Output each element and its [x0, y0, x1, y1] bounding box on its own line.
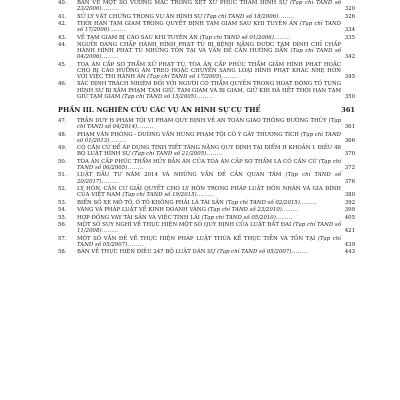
toc-entry-citation: (Tạp chí TAND số 11/2008): [77, 222, 341, 235]
toc-entry-number: 54.: [58, 207, 67, 214]
toc-leader-dots: ........: [221, 73, 239, 80]
toc-leader-dots: ........: [291, 249, 309, 256]
toc-entry-number: 44.: [58, 42, 67, 49]
toc-entry-citation: (Tạp chí TAND số 04/2014): [77, 118, 341, 131]
toc-entry-title: BÀN VỀ MỘT SỐ VƯỚNG MẮC TRONG XÉT XỬ PHÚC THẨM HÌNH SỰ: [77, 0, 288, 6]
toc-entry: [58, 200, 355, 207]
toc-entry-citation: (Tạp chí TAND số 18/2006): [204, 13, 279, 20]
toc-entry-title: CÓ CĂN CỨ ĐỂ ÁP DỤNG TÌNH TIẾT TĂNG NẶNG QUY ĐỊNH TẠI ĐIỂM H KHOẢN 1 ĐIỀU 48 BỘ LUẬT HÌNH SỰ: [77, 145, 341, 158]
part-title: PHẦN III. NGHIÊN CỨU CÁC VỤ ÁN HÌNH SỰ CỤ THỂ: [58, 106, 261, 115]
toc-entry-page: 361: [344, 124, 355, 131]
toc-entry-citation: (Tạp chí TAND số 17/2006): [77, 21, 341, 34]
toc-leader-dots: ........: [137, 124, 155, 131]
toc-entry: [58, 21, 355, 35]
toc-entry: [58, 81, 355, 101]
toc-entry: [58, 222, 355, 236]
toc-entry-number: 52.: [58, 186, 67, 193]
toc-entry: [58, 159, 355, 173]
toc-entry-page: 443: [344, 249, 355, 256]
toc-entry-body: [77, 21, 341, 33]
toc-entry-body: [77, 118, 341, 130]
toc-entry-number: 48.: [58, 131, 67, 138]
toc-entry-page: 370: [344, 151, 355, 158]
toc-entry-body: [77, 222, 341, 234]
toc-section-after: [58, 118, 355, 257]
toc-leader-dots: ........: [101, 6, 119, 13]
toc-leader-dots: ........: [299, 199, 317, 206]
toc-entry-page: 366: [344, 137, 355, 144]
toc-entry-body: [77, 0, 341, 12]
toc-entry: [58, 42, 355, 62]
toc-entry-title: VÀNG VÀ PHÁP LUẬT VỀ KINH DOANH VÀNG: [77, 207, 206, 214]
toc-entry: [58, 145, 355, 159]
toc-entry-number: 43.: [58, 34, 67, 41]
toc-entry-citation: (Tạp chí TAND số 15/2005): [121, 93, 197, 100]
toc-entry-title: TRẦN DUY H PHẠM TỘI VI PHẠM QUY ĐỊNH VỀ AN TOÀN GIAO THÔNG ĐƯỜNG THỦY: [77, 118, 327, 125]
toc-leader-dots: ........: [273, 34, 291, 41]
toc-entry-citation: (Tạp chí TAND số 20/2017): [77, 172, 342, 185]
toc-entry-citation: (Tạp chí TAND số 02/2015): [225, 199, 300, 206]
toc-entry-number: 42.: [58, 21, 67, 28]
toc-entry: [58, 132, 355, 146]
toc-entry-number: 55.: [58, 214, 67, 221]
toc-entry-number: 53.: [58, 199, 67, 206]
toc-entry-page: 350: [344, 93, 355, 100]
toc-entry-page: 380: [344, 192, 355, 199]
toc-entry-page: 334: [344, 27, 355, 34]
toc-leader-dots: ........: [196, 192, 214, 199]
toc-entry-title: XÁC ĐỊNH TRÁCH NHIỆM ĐỐI VỚI NGƯỜI CÓ THẨM QUYỀN TRONG HOẠT ĐỘNG TỐ TỤNG HÌNH SỰ BỊ XÂM PHẠM TẠM GIỮ, TẠM GIAM VÀ BỊ GIAM, GIỮ KHI ĐÃ HẾT THỜI HẠN TẠM GIỮ TẠM GIAM: [77, 81, 341, 100]
toc-entry-title: TÒA ÁN CẤP PHÚC THẨM HỦY BẢN ÁN CỦA TÒA ÁN CẤP SƠ THẨM LÀ CÓ CĂN CỨ: [77, 158, 317, 165]
toc-entry: [58, 118, 355, 132]
toc-entry-title: LY HÔN, CĂN CỨ GIẢI QUYẾT CHO LY HÔN TRONG PHÁP LUẬT HÔN NHÂN VÀ GIA ĐÌNH CỦA VIỆT NAM: [77, 186, 341, 199]
toc-entry-page: 405: [344, 214, 355, 221]
toc-entry-title: PHẠM VĂN PHÒNG - DƯƠNG VĂN HÙNG PHẠM TỘI CỐ Ý GÂY THƯƠNG TÍCH: [77, 131, 299, 138]
toc-leader-dots: ........: [196, 93, 214, 100]
toc-entry-body: [77, 35, 341, 41]
toc-entry-title: MỘT SỐ SUY NGHĨ VỀ THỰC HIỆN MỘT SỐ QUY ĐỊNH CỦA LUẬT ĐẤT ĐAI: [77, 222, 292, 229]
toc-entry-body: [77, 172, 341, 184]
toc-entry-citation: (Tạp chí TAND số 05/2007): [77, 235, 341, 248]
toc-leader-dots: ........: [278, 13, 296, 20]
toc-leader-dots: ........: [101, 54, 119, 61]
toc-entry-title: BÀN VỀ THỰC HIỆN ĐIỀU 247 BỘ LUẬT DÂN SỰ: [77, 249, 216, 256]
toc-entry-citation: (Tạp chí TAND số 05/2010): [201, 214, 276, 221]
toc-entry-citation: (Tạp chí TAND số 06/2005): [77, 158, 341, 171]
toc-entry-title: TÒA ÁN CẤP SƠ THẨM XỬ PHẠT TÙ, TÒA ÁN CẤP PHÚC THẨM GIẢM HÌNH PHẠT HOẶC CHO BỊ CÁO HƯỞNG ÁN TREO HOẶC CHUYỂN SANG LOẠI HÌNH PHẠT KHÁC NHẸ HƠN VỚI VIỆC THI HÀNH ÁN: [77, 61, 341, 80]
toc-entry-title: NGƯỜI ĐANG CHẤP HÀNH HÌNH PHẠT TÙ BỊ BỆNH NẶNG ĐƯỢC TẠM ĐÌNH CHỈ CHẤP HÀNH HÌNH PHẠT TÙ NHỮNG TỒN TẠI VÀ VẤN ĐỀ CẦN HƯỚNG DẪN: [77, 42, 341, 55]
toc-entry-page: 399: [344, 207, 355, 214]
toc-entry-body: [77, 207, 341, 213]
toc-entry-number: 47.: [58, 118, 67, 125]
toc-entry-body: [77, 132, 341, 144]
toc-leader-dots: ........: [101, 228, 119, 235]
toc-entry-number: 50.: [58, 158, 67, 165]
toc-entry-citation: (Tạp chí TAND số 23/2006): [77, 0, 342, 13]
part-heading: [58, 107, 355, 114]
toc-entry-citation: (Tạp chí TAND số 17/2005): [147, 73, 222, 80]
toc-entry-title: THỜI HẠN TẠM GIAM TRONG QUYẾT ĐỊNH TẠM GIAM SAU KHI TUYÊN ÁN: [77, 21, 298, 28]
toc-entry-body: [77, 145, 341, 157]
toc-entry: [58, 215, 355, 222]
toc-entry-body: [77, 159, 341, 171]
toc-entry-number: 46.: [58, 81, 67, 88]
toc-entry-page: 392: [344, 199, 355, 206]
toc-entry-citation: (Tạp chí TAND số 21/2005): [132, 151, 207, 158]
toc-leader-dots: ........: [109, 27, 127, 34]
toc-entry-page: 345: [344, 73, 355, 80]
toc-entry-citation: (Tạp chí TAND số 23/2010): [207, 207, 282, 214]
toc-entry-title: LUẬT ĐẤU TƯ NĂM 2014 VÀ NHỮNG VẤN ĐỀ CẦN QUAN TÂM: [77, 172, 282, 179]
toc-entry-number: 45.: [58, 61, 67, 68]
toc-section-before: [58, 0, 355, 101]
toc-entry-title: HỢP ĐỒNG VAY TÀI SẢN VÀ VIỆC TÍNH LÃI: [77, 214, 200, 221]
toc-entry-title: MỘT SỐ VẤN ĐỀ VỀ THỰC HIỆN PHÁP LUẬT THỪA KẾ THỰC TIỄN VÀ TỒN TẠI: [77, 235, 316, 242]
table-of-contents: [58, 0, 355, 257]
toc-entry-body: [77, 42, 341, 60]
toc-entry-number: 40.: [58, 0, 67, 6]
toc-entry-page: 376: [344, 178, 355, 185]
toc-entry-page: 439: [344, 241, 355, 248]
toc-entry-body: [77, 200, 341, 206]
toc-entry-body: [77, 236, 341, 248]
toc-leader-dots: ........: [275, 214, 293, 221]
toc-entry: [58, 62, 355, 82]
toc-leader-dots: ........: [127, 241, 145, 248]
toc-leader-dots: ........: [109, 137, 127, 144]
toc-entry-citation: (Tạp chí TAND số 05/2007): [217, 249, 292, 256]
toc-entry-body: [77, 14, 341, 20]
toc-leader-dots: ........: [281, 207, 299, 214]
toc-entry-page: 421: [344, 228, 355, 235]
toc-entry: [58, 207, 355, 214]
toc-entry: [58, 35, 355, 42]
toc-entry-citation: (Tạp chí TAND số 04/2006): [77, 48, 342, 61]
toc-entry: [58, 249, 355, 256]
toc-entry-page: 372: [344, 164, 355, 171]
toc-leader-dots: ........: [206, 151, 224, 158]
toc-entry-page: 320: [344, 6, 355, 13]
toc-leader-dots: ........: [101, 178, 119, 185]
toc-entry-body: [77, 249, 341, 255]
toc-entry: [58, 186, 355, 200]
toc-entry: [58, 172, 355, 186]
toc-entry-page: 342: [344, 54, 355, 61]
toc-entry: [58, 236, 355, 250]
toc-entry: [58, 14, 355, 21]
toc-entry-title: VỀ TẠM GIAM BỊ CÁO SAU KHI TUYÊN ÁN: [77, 34, 198, 41]
toc-entry-citation: (Tạp chí TAND số 01/2006): [199, 34, 274, 41]
toc-entry-number: 51.: [58, 172, 67, 179]
toc-entry-number: 57.: [58, 235, 67, 242]
toc-entry-title: XỬ LÝ VẬT CHỨNG TRONG VỤ ÁN HÌNH SỰ: [77, 13, 203, 20]
toc-entry-number: 41.: [58, 13, 67, 20]
toc-entry-number: 49.: [58, 145, 67, 152]
toc-entry-number: 58.: [58, 249, 67, 256]
toc-entry: [58, 0, 355, 14]
toc-entry-number: 56.: [58, 222, 67, 229]
toc-entry-citation: (Tạp chí TAND số 01/2013): [77, 131, 341, 144]
toc-entry-body: [77, 186, 341, 198]
toc-entry-body: [77, 62, 341, 80]
toc-entry-citation: (Tạp chí TAND số 19/2015): [122, 192, 197, 199]
toc-entry-title: BIỂN SỐ XE MÔ TÔ, Ô TÔ KHÔNG PHẢI LÀ TÀI SẢN: [77, 199, 224, 206]
toc-entry-body: [77, 215, 341, 221]
toc-leader-dots: ........: [127, 164, 145, 171]
toc-entry-body: [77, 81, 341, 99]
part-page-number: 361: [341, 106, 355, 115]
toc-entry-page: 326: [344, 13, 355, 20]
toc-entry-page: 335: [344, 34, 355, 41]
